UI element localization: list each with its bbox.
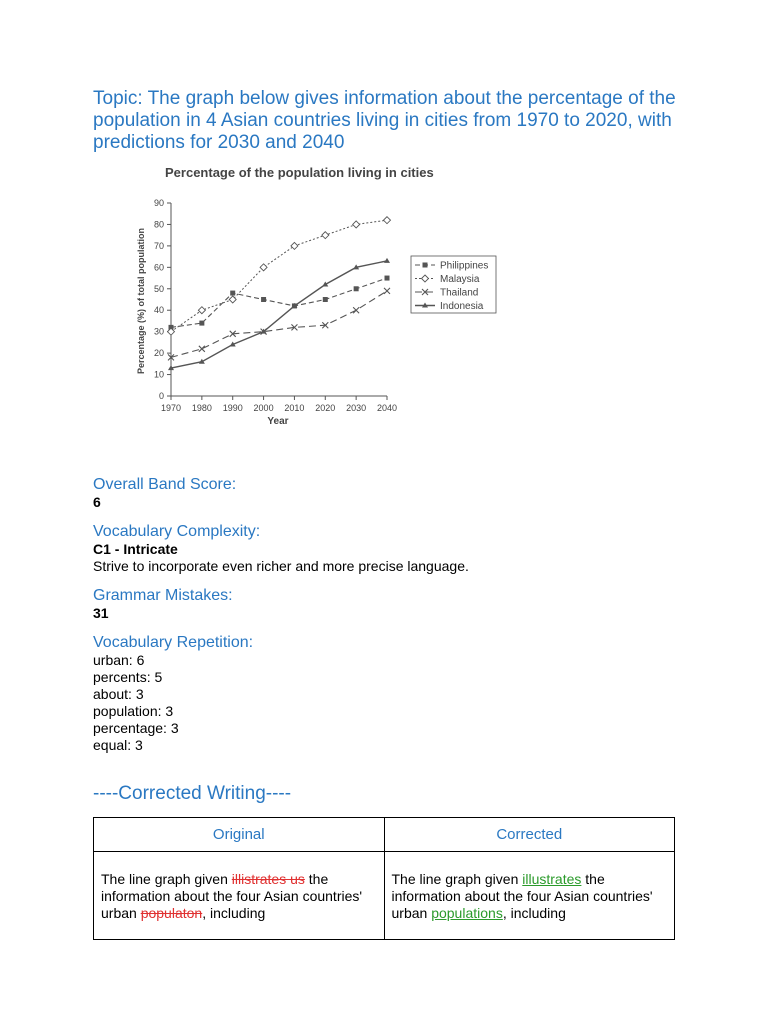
table-header-row (94, 818, 675, 852)
vocab-repetition-label: Vocabulary Repetition: (93, 634, 254, 651)
line-chart (130, 160, 510, 435)
data-point-philippines (199, 321, 204, 326)
repetition-item: equal: 3 (93, 737, 143, 753)
y-tick-label: 60 (153, 262, 164, 273)
y-tick-label: 0 (158, 391, 164, 401)
x-axis-label: Year (267, 416, 289, 427)
corrections-table (93, 817, 675, 940)
deleted-text: populaton (140, 905, 203, 921)
series-line-philippines (171, 278, 387, 327)
column-header-original: Original (94, 818, 385, 852)
repetition-item: about: 3 (93, 686, 144, 702)
vocab-complexity-section (93, 523, 693, 575)
repetition-item: percentage: 3 (93, 720, 179, 736)
corrected-text: the information about the four Asian countries' urban (391, 871, 653, 921)
data-point-malaysia (198, 307, 205, 314)
corrected-text-cell (384, 852, 675, 940)
x-tick-label: 1980 (191, 403, 212, 413)
grammar-mistakes-section (93, 587, 693, 622)
x-tick-label: 2000 (253, 403, 274, 413)
chart-title: Percentage of the population living in cities (165, 165, 434, 180)
data-point-malaysia (384, 217, 391, 224)
deleted-text: illistrates us (231, 871, 305, 887)
data-point-philippines (385, 276, 390, 281)
data-point-malaysia (353, 221, 360, 228)
original-text: The line graph given (101, 871, 232, 887)
data-point-indonesia (384, 258, 390, 263)
y-tick-label: 30 (153, 326, 164, 337)
data-point-malaysia (260, 264, 267, 271)
x-tick-label: 2010 (284, 403, 305, 413)
y-tick-label: 10 (153, 369, 164, 380)
vocab-complexity-label: Vocabulary Complexity: (93, 523, 261, 540)
x-tick-label: 1990 (222, 403, 243, 413)
data-point-thailand (384, 288, 390, 294)
table-row (94, 852, 675, 940)
topic-heading: Topic: The graph below gives information about the percentage of the population in 4 Asian countries living in cities from 1970 to 2020, with predictions for 2030 and 2040 (93, 88, 676, 153)
data-point-philippines (323, 297, 328, 302)
overall-band-label: Overall Band Score: (93, 476, 237, 493)
x-tick-label: 2020 (315, 403, 336, 413)
legend-label: Thailand (440, 287, 479, 299)
data-point-malaysia (291, 242, 298, 249)
x-tick-label: 2030 (346, 403, 367, 413)
data-point-philippines (230, 291, 235, 296)
y-tick-label: 50 (153, 283, 164, 294)
legend-label: Philippines (440, 260, 489, 272)
grammar-mistakes-value: 31 (93, 605, 109, 621)
overall-band-section (93, 476, 693, 511)
original-text: , including (202, 905, 266, 921)
grammar-mistakes-label: Grammar Mistakes: (93, 587, 233, 604)
y-tick-label: 80 (153, 219, 164, 230)
legend-label: Indonesia (440, 301, 484, 312)
x-tick-label: 2040 (376, 403, 398, 413)
y-tick-label: 70 (153, 240, 164, 251)
overall-band-value: 6 (93, 494, 101, 510)
repetition-item: percents: 5 (93, 669, 163, 685)
vocab-repetition-section (93, 634, 693, 754)
data-point-philippines (354, 286, 359, 291)
repetition-item: urban: 6 (93, 652, 145, 668)
legend-marker (423, 263, 428, 268)
repetition-item: population: 3 (93, 703, 174, 719)
y-tick-label: 90 (153, 198, 164, 208)
corrected-text: , including (502, 905, 566, 921)
corrected-writing-title: ----Corrected Writing---- (93, 783, 292, 804)
data-point-philippines (261, 297, 266, 302)
data-point-thailand (353, 307, 359, 313)
y-tick-label: 40 (153, 305, 164, 316)
inserted-text: illustrates (522, 871, 582, 887)
y-tick-label: 20 (153, 348, 164, 359)
x-tick-label: 1970 (160, 403, 182, 413)
vocab-complexity-note: Strive to incorporate even richer and more precise language. (93, 558, 469, 574)
vocab-complexity-value: C1 - Intricate (93, 541, 178, 557)
series-line-indonesia (171, 261, 387, 368)
corrected-text: The line graph given (391, 871, 523, 887)
inserted-text: populations (431, 905, 503, 921)
original-text-cell (94, 852, 385, 940)
y-axis-label: Percentage (%) of total population (136, 227, 146, 375)
series-line-malaysia (171, 220, 387, 332)
chart-svg (130, 160, 510, 435)
data-point-thailand (199, 346, 205, 352)
original-text: the information about the four Asian countries' urban (101, 871, 363, 921)
data-point-malaysia (322, 232, 329, 239)
legend-label: Malaysia (440, 274, 480, 285)
column-header-corrected: Corrected (384, 818, 675, 852)
